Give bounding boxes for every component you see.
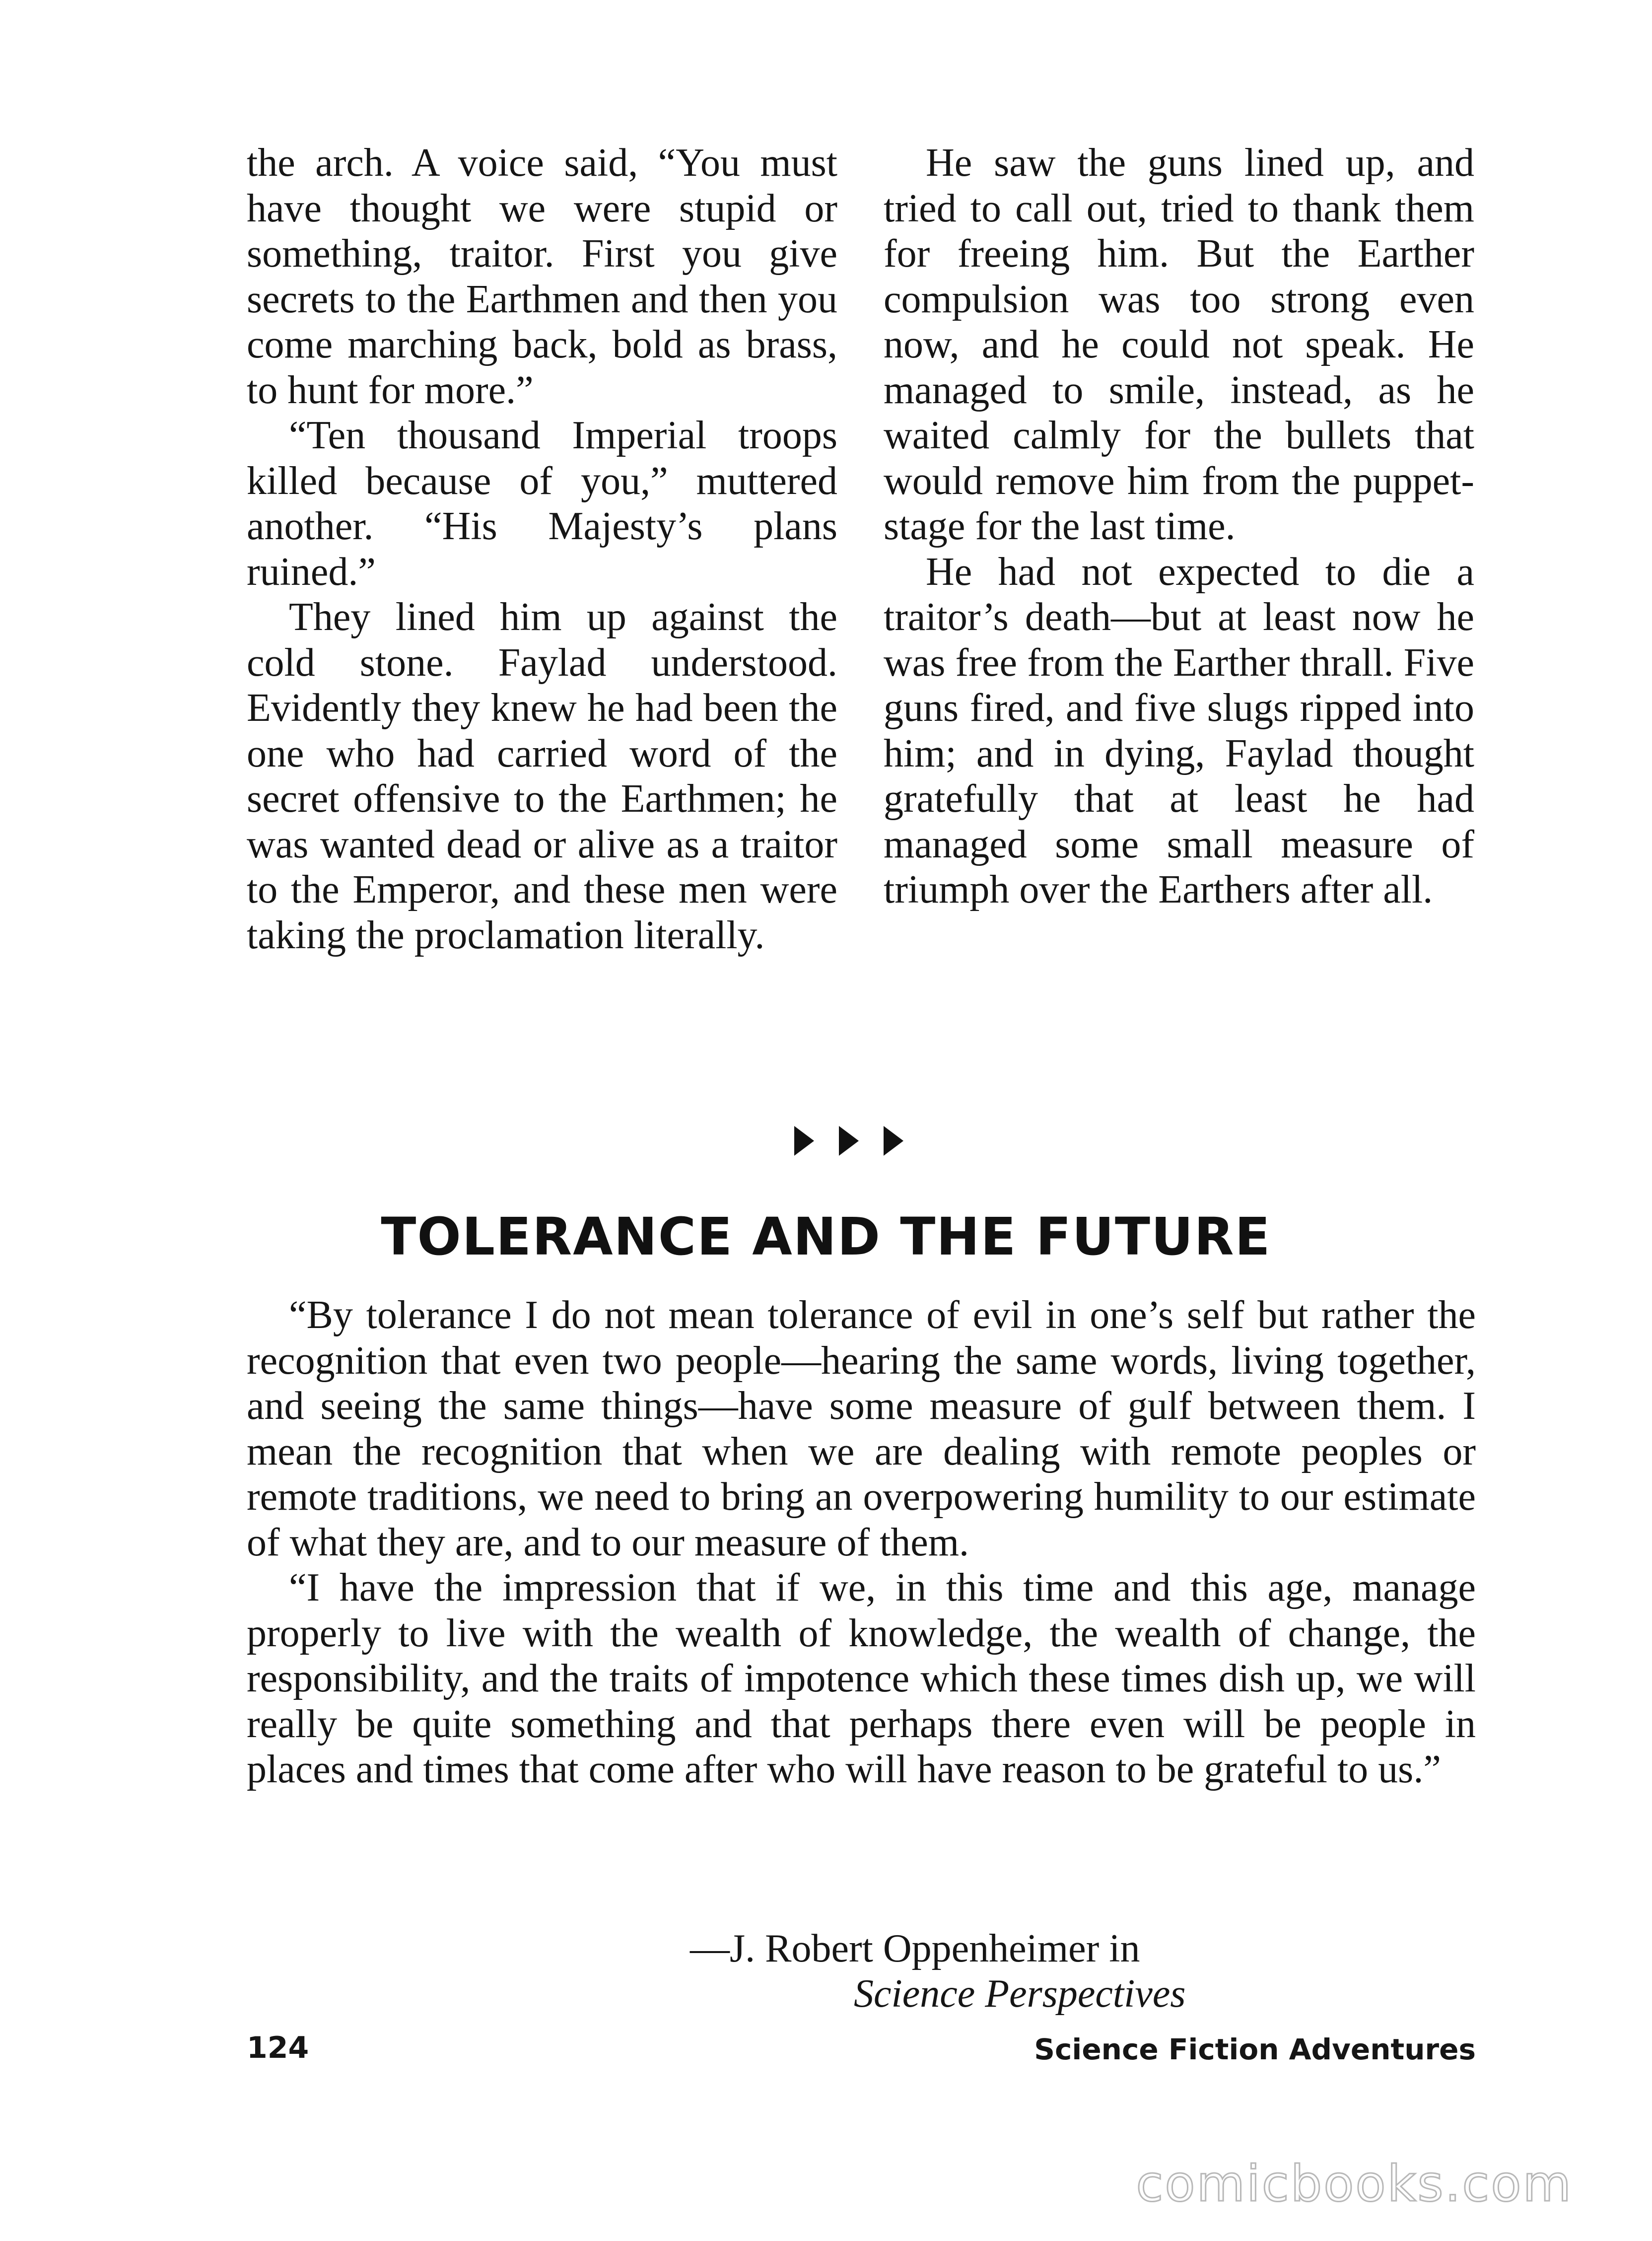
attribution-source: Science Perspectives [854,1972,1186,2016]
left-column [247,140,837,958]
page-number: 124 [247,2031,309,2065]
quote-paragraph-2: “I have the impression that if we, in this time and this age, manage properly to live with the wealth of knowledge, the wealth of change, the responsibility, and the traits of impotence which these times dish up, we will really be quite something and that perhaps there even will be people in places and times that come after who will have reason to be grateful to us.” [247,1566,1476,1791]
right-paragraph-2: He had not expected to die a traitor’s death—but at least now he was free from the Earther thrall. Five guns fired, and five slugs ripped into him; and in dying, Faylad thought gratefully that at least he had managed some small measure of triumph over the Earthers after all. [884,550,1474,911]
quote-block [247,1293,1476,1793]
left-paragraph-3: They lined him up against the cold stone. Faylad understood. Evidently they knew he had been the one who had carried word of the secret offensive to the Earthmen; he was wanted dead or alive as a traitor to the Emperor, and these men were taking the proclamation literally. [247,595,837,957]
triple-triangle-ornament-icon [784,1121,913,1161]
attribution-author: —J. Robert Oppenheimer in [690,1927,1140,1970]
left-paragraph-1: the arch. A voice said, “You must have thought we were stupid or something, traitor. First you give secrets to the Earthmen and then you come marching back, bold as brass, to hunt for more.” [247,141,837,412]
magazine-title: Science Fiction Adventures [1034,2032,1476,2066]
right-paragraph-1: He saw the guns lined up, and tried to call out, tried to thank them for freeing him. But the Earther compulsion was too strong even now, and he could not speak. He managed to smile, instead, as he waited calmly for the bullets that would remove him from the puppet-stage for the last time. [884,141,1474,548]
attribution [690,1926,1286,2017]
watermark: comicbooks.com [1136,2155,1573,2213]
quote-paragraph-1: “By tolerance I do not mean tolerance of evil in one’s self but rather the recognition that even two people—hearing the same words, living together, and seeing the same things—have some measure of gulf between them. I mean the recognition that when we are dealing with remote peoples or remote traditions, we need to bring an overpowering humility to our estimate of what they are, and to our measure of them. [247,1293,1476,1564]
section-heading: TOLERANCE AND THE FUTURE [381,1206,1271,1267]
left-paragraph-2: “Ten thousand Imperial troops killed because of you,” muttered another. “His Majesty’s plans ruined.” [247,414,837,594]
right-column [884,140,1474,913]
